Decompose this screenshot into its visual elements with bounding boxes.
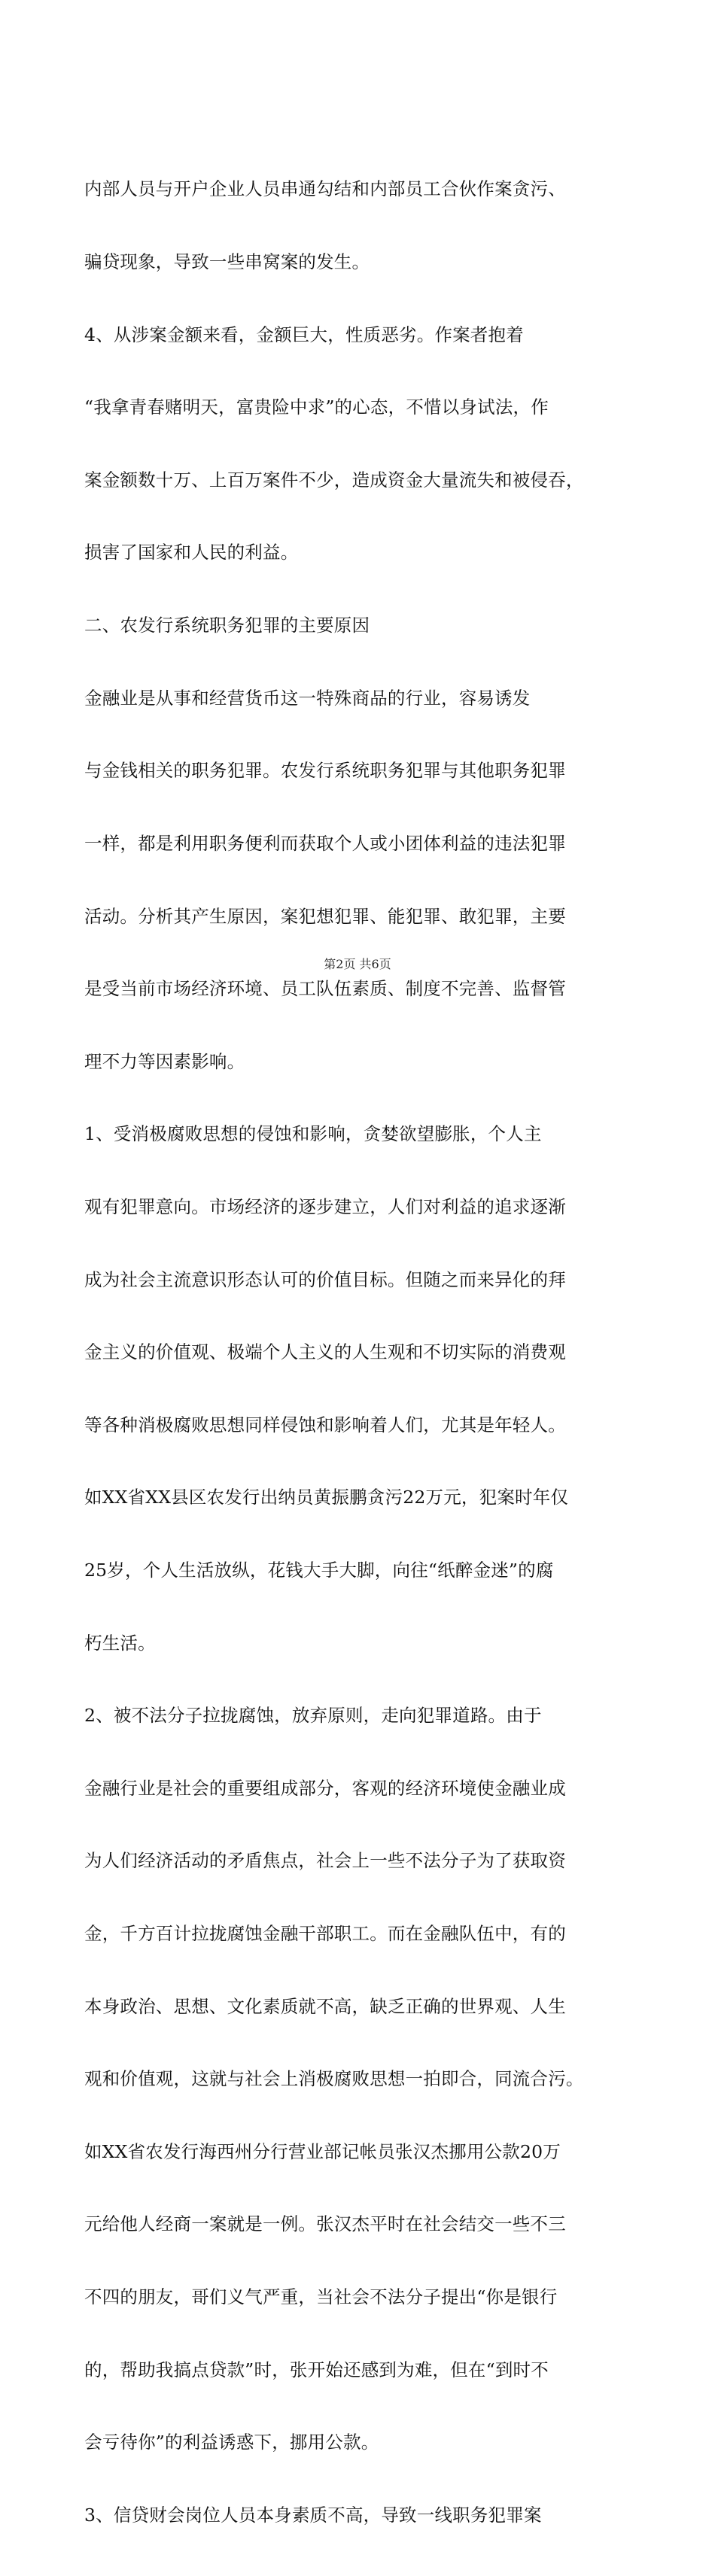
text-line: 1、受消极腐败思想的侵蚀和影响，贪婪欲望膨胀，个人主 <box>84 1123 542 1145</box>
body-text <box>84 129 637 2576</box>
text-line: 损害了国家和人民的利益。 <box>84 542 299 564</box>
text-line: 朽生活。 <box>84 1632 156 1654</box>
text-line: 等各种消极腐败思想同样侵蚀和影响着人们，尤其是年轻人。 <box>84 1414 566 1435</box>
text-line: 本身政治、思想、文化素质就不高，缺乏正确的世界观、人生 <box>84 1995 566 2017</box>
text-line: 金主义的价值观、极端个人主义的人生观和不切实际的消费观 <box>84 1341 566 1363</box>
text-line: 金融行业是社会的重要组成部分，客观的经济环境使金融业成 <box>84 1777 566 1799</box>
text-line: 的，帮助我搞点贷款”时，张开始还感到为难，但在“到时不 <box>84 2359 549 2380</box>
text-line: 为人们经济活动的矛盾焦点，社会上一些不法分子为了获取资 <box>84 1850 566 1872</box>
text-line: 会亏待你”的利益诱惑下，挪用公款。 <box>84 2432 379 2453</box>
text-line: 金融业是从事和经营货币这一特殊商品的行业，容易诱发 <box>84 687 531 709</box>
document-body <box>84 129 637 2576</box>
text-line: 一样，都是利用职务便利而获取个人或小团体利益的违法犯罪 <box>84 832 566 854</box>
text-line: 25岁，个人生活放纵，花钱大手大脚，向往“纸醉金迷”的腐 <box>84 1559 554 1581</box>
text-line: 4、从涉案金额来看，金额巨大，性质恶劣。作案者抱着 <box>84 324 524 345</box>
text-line: 金，千方百计拉拢腐蚀金融干部职工。而在金融队伍中，有的 <box>84 1923 566 1945</box>
text-line: 观有犯罪意向。市场经济的逐步建立，人们对利益的追求逐渐 <box>84 1195 566 1217</box>
text-line: 骗贷现象，导致一些串窝案的发生。 <box>84 251 370 273</box>
text-line: 不四的朋友，哥们义气严重，当社会不法分子提出“你是银行 <box>84 2286 558 2308</box>
section-heading: 二、农发行系统职务犯罪的主要原因 <box>84 615 370 636</box>
page-footer: 第2页 共6页 <box>324 957 391 971</box>
text-line: 内部人员与开户企业人员串通勾结和内部员工合伙作案贪污、 <box>84 178 566 200</box>
text-line: 与金钱相关的职务犯罪。农发行系统职务犯罪与其他职务犯罪 <box>84 760 566 782</box>
text-line: 是受当前市场经济环境、员工队伍素质、制度不完善、监督管 <box>84 978 566 1000</box>
text-line: 3、信贷财会岗位人员本身素质不高，导致一线职务犯罪案 <box>84 2504 542 2526</box>
text-line: 如XX省农发行海西州分行营业部记帐员张汉杰挪用公款20万 <box>84 2140 561 2162</box>
text-line: 理不力等因素影响。 <box>84 1050 245 1072</box>
text-line: 案金额数十万、上百万案件不少，造成资金大量流失和被侵吞， <box>84 469 584 491</box>
text-line: 元给他人经商一案就是一例。张汉杰平时在社会结交一些不三 <box>84 2213 566 2235</box>
text-line: 如XX省XX县区农发行出纳员黄振鹏贪污22万元，犯案时年仅 <box>84 1487 569 1508</box>
text-line: 观和价值观，这就与社会上消极腐败思想一拍即合，同流合污。 <box>84 2068 584 2090</box>
text-line: 2、被不法分子拉拢腐蚀，放弃原则，走向犯罪道路。由于 <box>84 1705 542 1727</box>
text-line: 活动。分析其产生原因，案犯想犯罪、能犯罪、敢犯罪，主要 <box>84 905 566 927</box>
text-line: 成为社会主流意识形态认可的价值目标。但随之而来异化的拜 <box>84 1268 566 1290</box>
text-line: “我拿青春赌明天，富贵险中求”的心态，不惜以身试法，作 <box>84 396 549 418</box>
